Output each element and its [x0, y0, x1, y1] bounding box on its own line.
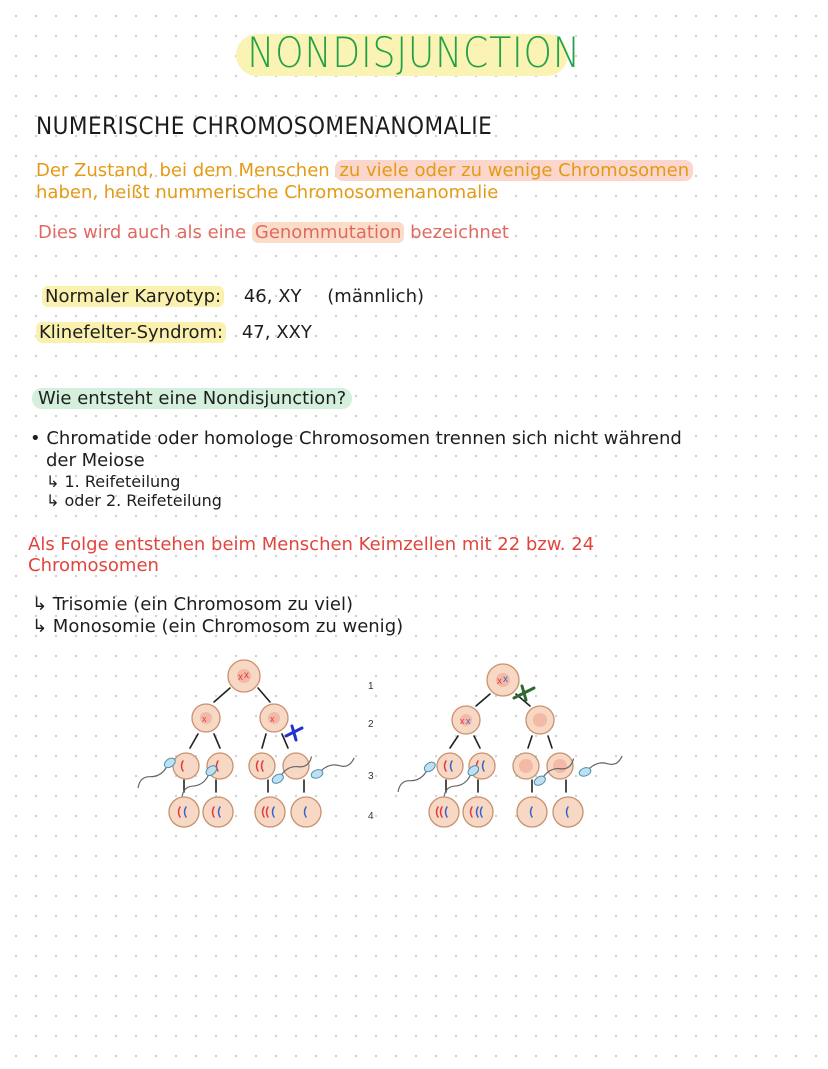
mutation-after: bezeichnet — [404, 222, 509, 243]
mutation-highlight: Genommutation — [252, 222, 405, 243]
cell — [517, 797, 547, 827]
bullet-line-1 — [30, 428, 682, 449]
karyotype-label: Klinefelter-Syndrom: — [36, 322, 226, 343]
bullet-text: Chromatide oder homologe Chromosomen trennen sich nicht während — [46, 428, 682, 449]
karyotype-normal — [42, 286, 424, 307]
bullet-sub-2: ↳ oder 2. Reifeteilung — [46, 491, 222, 510]
karyotype-value: 47, XXY — [241, 322, 312, 343]
karyotype-klinefelter — [36, 322, 312, 343]
svg-text:x: x — [238, 672, 243, 683]
svg-text:x: x — [270, 714, 275, 724]
step-number: 3 — [368, 771, 374, 782]
cell — [553, 797, 583, 827]
cell — [429, 797, 459, 827]
bullet-dot: • — [30, 428, 41, 449]
svg-text:x: x — [503, 674, 508, 685]
definition-highlight: zu viele oder zu wenige Chromosomen — [335, 160, 693, 181]
karyotype-note: (männlich) — [327, 286, 424, 307]
consequence-line-2: Chromosomen — [28, 555, 159, 576]
svg-text:x: x — [202, 714, 207, 724]
definition-line-1 — [36, 160, 693, 181]
definition-text: Der Zustand, bei dem Menschen — [36, 160, 336, 181]
cell — [463, 797, 493, 827]
mutation-before: Dies wird auch als eine — [38, 222, 252, 243]
cell — [255, 797, 285, 827]
step-number: 2 — [368, 719, 374, 730]
definition-line-2: haben, heißt nummerische Chromosomenanomalie — [36, 182, 499, 203]
svg-text:x: x — [244, 670, 249, 681]
cell — [173, 753, 199, 779]
karyotype-label: Normaler Karyotyp: — [42, 286, 224, 307]
bullet-sub-1: ↳ 1. Reifeteilung — [46, 472, 181, 491]
left-tree — [135, 660, 356, 827]
bullet-line-2: der Meiose — [46, 450, 145, 471]
section-heading: NUMERISCHE CHROMOSOMENANOMALIE — [36, 112, 493, 140]
consequence-line-1: Als Folge entstehen beim Menschen Keimzellen mit 22 bzw. 24 — [28, 534, 595, 555]
result-monosomie: ↳ Monosomie (ein Chromosom zu wenig) — [32, 616, 404, 637]
cell — [291, 797, 321, 827]
karyotype-value: 46, XY — [243, 286, 302, 307]
page-title: NONDISJUNCTION — [247, 28, 581, 77]
question: Wie entsteht eine Nondisjunction? — [32, 388, 352, 409]
svg-text:x: x — [460, 716, 465, 726]
step-number: 4 — [368, 811, 374, 822]
svg-text:x: x — [497, 676, 502, 687]
mutation-line — [38, 222, 509, 243]
svg-text:x: x — [466, 716, 471, 726]
right-tree — [395, 664, 624, 827]
step-number: 1 — [368, 681, 374, 692]
meiosis-diagram — [0, 650, 828, 840]
result-trisomie: ↳ Trisomie (ein Chromosom zu viel) — [32, 594, 354, 615]
